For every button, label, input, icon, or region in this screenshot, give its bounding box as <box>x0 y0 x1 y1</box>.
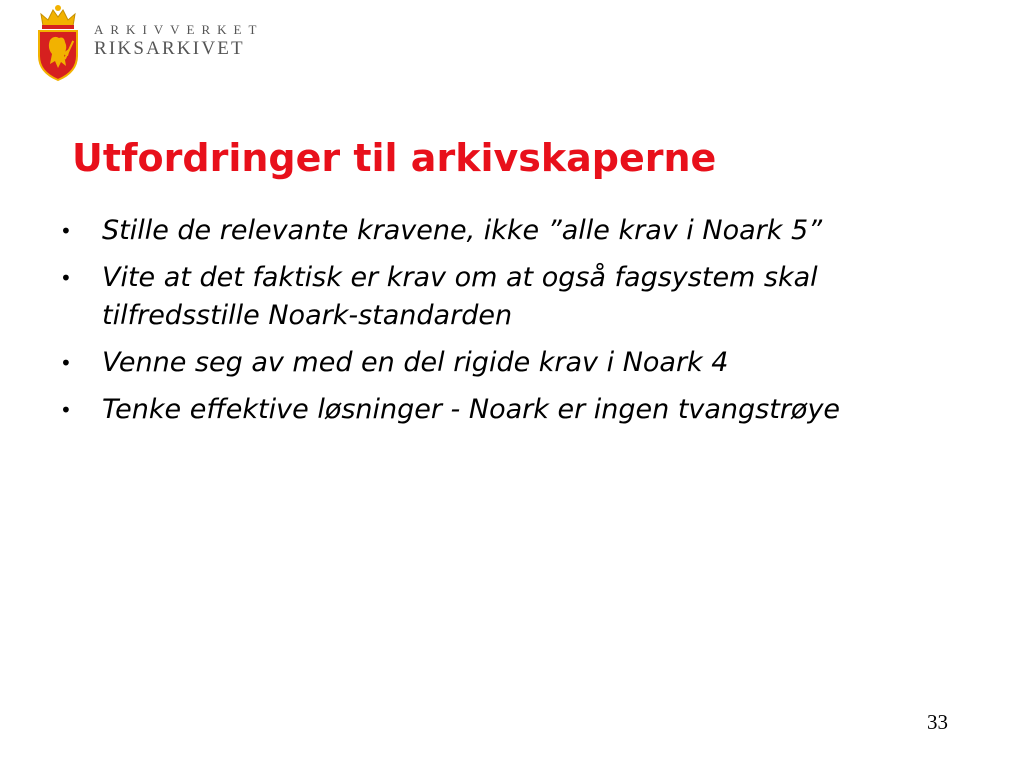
bullet-item <box>60 259 960 335</box>
bullet-item <box>60 391 960 429</box>
bullet-icon: • <box>60 398 72 422</box>
coat-of-arms-icon <box>34 4 82 82</box>
bullet-text: Vite at det faktisk er krav om at også fagsystem skal tilfredsstille Noark-standarden <box>102 262 818 331</box>
logo <box>34 4 263 82</box>
bullet-icon: • <box>60 266 72 290</box>
logo-text <box>94 22 263 60</box>
bullet-text: Tenke effektive løsninger - Noark er ingen tvangstrøye <box>102 394 841 425</box>
bullet-list <box>60 212 960 438</box>
logo-line-arkivverket: ARKIVVERKET <box>94 22 264 37</box>
bullet-text: Venne seg av med en del rigide krav i Noark 4 <box>102 347 729 378</box>
slide-title: Utfordringer til arkivskaperne <box>72 136 717 180</box>
bullet-item <box>60 344 960 382</box>
page-number: 33 <box>927 710 948 734</box>
bullet-item <box>60 212 960 250</box>
bullet-icon: • <box>60 351 72 375</box>
logo-line-riksarkivet: RIKSARKIVET <box>94 38 245 59</box>
bullet-icon: • <box>60 219 72 243</box>
bullet-text: Stille de relevante kravene, ikke ”alle krav i Noark 5” <box>102 215 823 246</box>
